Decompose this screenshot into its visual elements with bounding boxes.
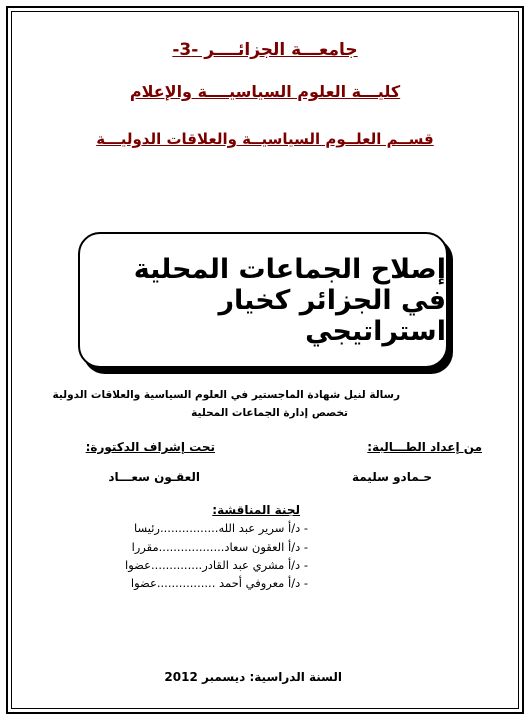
faculty-name: كليـــة العلوم السياسيــــة والإعلام — [129, 82, 401, 101]
student-label: من إعداد الطـــالبة: — [367, 440, 482, 454]
thesis-title-box — [78, 232, 448, 368]
committee-member-2: - د/أ العقون سعاد..................مقررا — [131, 540, 308, 554]
committee-member-3: - د/أ مشري عبد القادر..............عضوا — [125, 558, 308, 572]
committee-title: لجنة المناقشة: — [212, 503, 300, 517]
academic-year: السنة الدراسية: ديسمبر 2012 — [164, 670, 342, 684]
committee-member-1: - د/أ سرير عبد الله................رئيسا — [133, 521, 308, 535]
specialization: تخصص إدارة الجماعات المحلية — [191, 407, 348, 419]
department-name: قســم العلــوم السياسيــة والعلاقات الدوليـــة — [96, 130, 434, 148]
university-name: جامعـــة الجزائــــر -3- — [172, 40, 358, 60]
supervisor-name: العقـون سعـــاد — [108, 470, 200, 484]
thesis-title: إصلاح الجماعات المحلية في الجزائر كخيار استراتيجي — [133, 253, 446, 347]
degree-description: رسالة لنيل شهادة الماجستير في العلوم السياسية والعلاقات الدولية — [52, 389, 400, 401]
student-name: حـمادو سليمة — [351, 470, 432, 484]
committee-member-4: - د/أ معروفي أحمد ................عضوا — [130, 576, 308, 590]
supervisor-label: تحت إشراف الدكتورة: — [85, 440, 215, 454]
